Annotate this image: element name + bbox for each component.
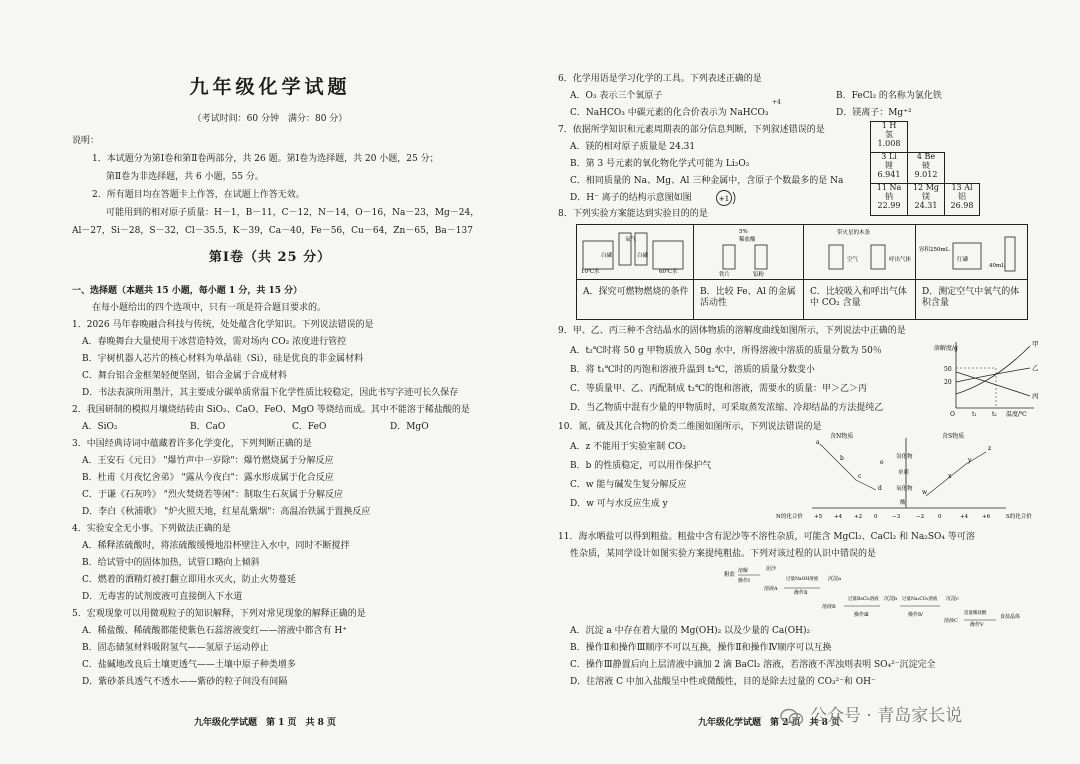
q1-option-d: D．书法表演所用墨汁，其主要成分碳单质常温下化学性质比较稳定，因此书写字迹可长久保存 bbox=[82, 388, 459, 398]
svg-text:−2: −2 bbox=[916, 514, 925, 520]
svg-text:+4: +4 bbox=[960, 514, 969, 520]
svg-text:+2: +2 bbox=[854, 514, 863, 520]
q8-option-c: C．比较吸入和呼出气体中 CO₂ 含量 bbox=[810, 287, 907, 309]
svg-text:食盐晶体: 食盐晶体 bbox=[1000, 614, 1021, 620]
svg-text:溶液B: 溶液B bbox=[822, 604, 836, 610]
q6-option-b: B．FeCl₂ 的名称为氯化铁 bbox=[836, 91, 942, 101]
q3-option-a: A．王安石《元日》 "爆竹声中一岁除"：爆竹燃烧属于分解反应 bbox=[82, 456, 334, 466]
q10-stem: 10．氮、硫及其化合物的价类二维图如图所示，下列说法错误的是 bbox=[558, 422, 822, 432]
svg-text:泥沙: 泥沙 bbox=[766, 566, 777, 572]
svg-text:操作Ⅴ: 操作Ⅴ bbox=[970, 622, 984, 628]
solubility-graph bbox=[934, 338, 1046, 418]
svg-text:操作Ⅳ: 操作Ⅳ bbox=[908, 612, 923, 618]
q5-option-a: A．稀盐酸、稀硫酸都能使紫色石蕊溶液变红——溶液中都含有 H⁺ bbox=[82, 626, 347, 636]
note-masses-2: Al－27，Si－28，S－32，Cl－35.5，K－39，Ca－40，Fe－56，Cu－64，Zn－65，Ba－137 bbox=[72, 226, 473, 236]
svg-text:红磷: 红磷 bbox=[957, 257, 969, 263]
svg-text:N的化合价: N的化合价 bbox=[776, 514, 803, 520]
svg-text:x: x bbox=[948, 473, 952, 480]
page-1-footer: 九年级化学试题 第 1 页 共 8 页 bbox=[194, 718, 337, 728]
svg-text:b: b bbox=[840, 455, 844, 462]
svg-text:S的化合价: S的化合价 bbox=[1006, 514, 1032, 520]
svg-text:+6: +6 bbox=[982, 514, 991, 520]
svg-text:−3: −3 bbox=[892, 514, 901, 520]
valence-class-graph bbox=[776, 428, 1044, 522]
svg-text:含S物质: 含S物质 bbox=[942, 433, 965, 440]
q6-option-c: C．NaHCO₃ 中碳元素的化合价表示为 NaHCO₃ bbox=[570, 108, 769, 118]
svg-text:50: 50 bbox=[944, 366, 952, 373]
svg-text:60℃水: 60℃水 bbox=[659, 269, 678, 275]
part1-intro: 在每小题给出的四个选项中，只有一项是符合题目要求的。 bbox=[92, 303, 327, 313]
q2-option-b: B．CaO bbox=[190, 422, 226, 432]
q2-option-d: D．MgO bbox=[390, 422, 429, 432]
svg-text:溶液A: 溶液A bbox=[764, 586, 778, 592]
page-2-footer: 九年级化学试题 第 2 页 共 8 页 bbox=[698, 718, 841, 728]
svg-text:甲: 甲 bbox=[1032, 340, 1039, 348]
q9-option-a: A．t₂℃时将 50 g 甲物质放入 50g 水中，所得溶液中溶质的质量分数为 50％ bbox=[570, 346, 882, 356]
svg-text:粗盐: 粗盐 bbox=[724, 572, 736, 578]
svg-text:d: d bbox=[878, 485, 882, 492]
watermark bbox=[780, 706, 962, 727]
q2-stem: 2．我国研制的模拟月壤烧结砖由 SiO₂、CaO、FeO、MgO 等烧结而成。其中不能溶于稀盐酸的是 bbox=[72, 405, 470, 415]
q8-fig-a bbox=[581, 227, 691, 277]
q2-option-a: A．SiO₂ bbox=[82, 422, 118, 432]
svg-text:呼出气体: 呼出气体 bbox=[889, 257, 912, 263]
q11-option-a: A．沉淀 a 中存在着大量的 Mg(OH)₂ 以及少量的 Ca(OH)₂ bbox=[570, 626, 811, 636]
q5-stem: 5．宏观现象可以用微观粒子的知识解释，下列对常见现象的解释正确的是 bbox=[72, 609, 366, 619]
q1-stem: 1．2026 马年春晚融合科技与传统，处处蕴含化学知识。下列说法错误的是 bbox=[72, 320, 374, 330]
svg-text:沉淀a: 沉淀a bbox=[828, 576, 841, 582]
q9-stem: 9．甲、乙、丙三种不含结晶水的固体物质的溶解度曲线如图所示，下列说法中正确的是 bbox=[558, 326, 906, 336]
q10-option-a: A．z 不能用于实验室制 CO₂ bbox=[570, 442, 686, 452]
svg-text:t₁: t₁ bbox=[972, 411, 977, 418]
element-li: 3 Li 锂 6.941 bbox=[870, 152, 908, 184]
q1-option-a: A．春晚舞台大量使用干冰营造特效，需对场内 CO₂ 浓度进行管控 bbox=[82, 337, 347, 347]
svg-text:+4: +4 bbox=[834, 514, 843, 520]
svg-text:5%: 5% bbox=[739, 229, 748, 235]
svg-text:0: 0 bbox=[874, 514, 878, 520]
svg-text:乙: 乙 bbox=[1032, 364, 1039, 372]
q4-option-a: A．稀释浓硫酸时，将浓硫酸缓慢地沿杯壁注入水中，同时不断搅拌 bbox=[82, 541, 350, 551]
watermark-text: 公众号 · 青岛家长说 bbox=[810, 706, 963, 726]
q4-option-d: D．无毒害的试剂废液可直接倒入下水道 bbox=[82, 592, 243, 602]
svg-text:操作Ⅰ: 操作Ⅰ bbox=[738, 578, 750, 584]
q8-option-d: D．测定空气中氧气的体积含量 bbox=[922, 287, 1020, 309]
q3-option-d: D．李白《秋浦歌》 "炉火照天地，红星乱紫烟"：高温冶铁属于置换反应 bbox=[82, 507, 371, 517]
q10-option-d: D．w 可与水反应生成 y bbox=[570, 499, 668, 509]
q9-option-d: D．当乙物质中混有少量的甲物质时，可采取蒸发浓缩、冷却结晶的方法提纯乙 bbox=[570, 403, 884, 413]
svg-text:过量Na₂CO₃溶液: 过量Na₂CO₃溶液 bbox=[902, 597, 938, 602]
svg-text:40mL: 40mL bbox=[989, 263, 1005, 269]
svg-text:10℃水: 10℃水 bbox=[581, 269, 600, 275]
svg-text:白磷: 白磷 bbox=[637, 253, 649, 259]
svg-text:c: c bbox=[858, 473, 862, 480]
note-1: 1．本试题分为第Ⅰ卷和第Ⅱ卷两部分，共 26 题。第Ⅰ卷为选择题，共 20 小题，25 分； bbox=[92, 154, 439, 164]
svg-text:t₂: t₂ bbox=[992, 411, 997, 418]
q6-option-a: A．O₃ 表示三个氧原子 bbox=[570, 91, 663, 101]
q8-fig-d bbox=[919, 227, 1027, 277]
q7-option-c: C．相同质量的 Na、Mg、Al 三种金属中，含原子个数最多的是 Na bbox=[570, 176, 844, 186]
q11-stem: 11．海水晒盐可以得到粗盐。粗盐中含有泥沙等不溶性杂质，可能含 MgCl₂、CaCl₂ 和 Na₂SO₄ 等可溶 bbox=[558, 532, 975, 542]
q1-option-b: B．宇树机器人芯片的核心材料为单晶硅（Si），硅是优良的非金属材料 bbox=[82, 354, 364, 364]
q11-option-b: B．操作Ⅱ和操作Ⅲ顺序不可以互换，操作Ⅱ和操作Ⅳ顺序可以互换 bbox=[570, 643, 832, 653]
svg-text:a: a bbox=[816, 439, 820, 446]
salt-purification-flow bbox=[724, 562, 1024, 628]
svg-text:溶液C: 溶液C bbox=[944, 618, 958, 624]
element-mg: 12 Mg 镁 24.31 bbox=[907, 183, 945, 216]
svg-text:O: O bbox=[950, 411, 955, 418]
svg-text:溶解度/g: 溶解度/g bbox=[934, 345, 958, 352]
page-2 bbox=[540, 0, 1080, 764]
q7-option-a: A．镁的相对原子质量是 24.31 bbox=[570, 142, 696, 152]
h-ion-nucleus: +1 bbox=[718, 195, 730, 203]
hydride-ion-diagram bbox=[714, 188, 740, 208]
svg-text:过量NaOH溶液: 过量NaOH溶液 bbox=[786, 577, 819, 582]
notes-heading: 说明： bbox=[72, 136, 100, 146]
svg-text:空气: 空气 bbox=[847, 257, 859, 263]
svg-text:e: e bbox=[880, 459, 884, 466]
q3-stem: 3．中国经典诗词中蕴藏着许多化学变化，下列判断正确的是 bbox=[72, 439, 312, 449]
q11-option-d: D．往溶液 C 中加入盐酸呈中性或微酸性，目的是除去过量的 CO₃²⁻和 OH⁻ bbox=[570, 677, 876, 687]
q5-option-d: D．紫砂茶具透气不透水——紫砂的粒子间没有间隔 bbox=[82, 677, 288, 687]
svg-text:溶解: 溶解 bbox=[738, 568, 749, 574]
svg-text:铝粉: 铝粉 bbox=[753, 272, 765, 277]
svg-text:含N物质: 含N物质 bbox=[830, 433, 854, 440]
q6-valence: +4 bbox=[772, 99, 781, 106]
section-title: 第Ⅰ卷（共 25 分） bbox=[208, 250, 332, 265]
part1-heading: 一、选择题（本题共 15 小题，每小题 1 分，共 15 分） bbox=[72, 286, 303, 296]
svg-text:适量稀盐酸: 适量稀盐酸 bbox=[964, 611, 987, 616]
q2-option-c: C．FeO bbox=[292, 422, 327, 432]
q4-stem: 4．实验安全无小事。下列做法正确的是 bbox=[72, 524, 231, 534]
q6-stem: 6．化学用语是学习化学的工具。下列表述正确的是 bbox=[558, 74, 762, 84]
svg-text:酸: 酸 bbox=[900, 500, 906, 506]
svg-text:氢化物: 氢化物 bbox=[896, 454, 913, 460]
q11-option-c: C．操作Ⅲ静置后向上层清液中滴加 2 滴 BaCl₂ 溶液，若溶液不浑浊则表明 SO₄²⁻沉淀完全 bbox=[570, 660, 936, 670]
element-be: 4 Be 铍 9.012 bbox=[907, 152, 945, 184]
q7-option-d: D．H⁻ 离子的结构示意图如图 bbox=[570, 193, 692, 203]
exam-title: 九年级化学试题 bbox=[189, 76, 351, 98]
svg-text:y: y bbox=[968, 457, 972, 464]
q5-option-b: B．固态储氢材料吸附氢气——氢原子运动停止 bbox=[82, 643, 269, 653]
q8-fig-c bbox=[807, 227, 915, 277]
svg-text:单质: 单质 bbox=[898, 470, 910, 476]
note-masses: 可能用到的相对原子质量：H－1，B－11，C－12，N－14，O－16，Na－23，Mg－24， bbox=[106, 208, 480, 218]
q3-option-b: B．杜甫《月夜忆舍弟》 "露从今夜白"：露水形成属于化合反应 bbox=[82, 473, 334, 483]
svg-text:0: 0 bbox=[938, 514, 942, 520]
svg-text:沉淀b: 沉淀b bbox=[884, 596, 898, 602]
svg-text:氧气: 氧气 bbox=[625, 237, 637, 243]
svg-text:铁片: 铁片 bbox=[719, 272, 731, 277]
q1-option-c: C．舞台铝合金框架轻便坚固，铝合金属于合成材料 bbox=[82, 371, 287, 381]
svg-text:白磷: 白磷 bbox=[601, 253, 613, 259]
q8-figure-table bbox=[576, 224, 1028, 320]
q4-option-b: B．给试管中的固体加热，试管口略向上倾斜 bbox=[82, 558, 260, 568]
q7-option-b: B．第 3 号元素的氧化物化学式可能为 Li₂O₂ bbox=[570, 159, 750, 169]
exam-subtitle: （考试时间：60 分钟 满分：80 分） bbox=[192, 114, 348, 124]
element-h: 1 H 氢 1.008 bbox=[870, 121, 908, 153]
q9-option-c: C．等质量甲、乙、丙配制成 t₂℃的饱和溶液，需要水的质量：甲＞乙＞丙 bbox=[570, 384, 868, 394]
svg-text:z: z bbox=[988, 445, 992, 452]
q10-option-b: B．b 的性质稳定，可以用作保护气 bbox=[570, 461, 712, 471]
svg-text:丙: 丙 bbox=[1032, 392, 1039, 400]
element-na: 11 Na 钠 22.99 bbox=[870, 183, 908, 216]
svg-text:20: 20 bbox=[944, 379, 952, 386]
q6-option-d: D．镁离子：Mg⁺² bbox=[836, 108, 912, 118]
q10-option-c: C．w 能与碱发生复分解反应 bbox=[570, 480, 687, 490]
q8-option-b: B．比较 Fe、Al 的金属活动性 bbox=[700, 287, 796, 309]
svg-text:操作Ⅲ: 操作Ⅲ bbox=[854, 612, 869, 618]
svg-text:沉淀c: 沉淀c bbox=[946, 596, 959, 602]
q7-stem: 7．依据所学知识和元素周期表的部分信息判断，下列叙述错误的是 bbox=[558, 125, 825, 135]
q5-option-c: C．盐碱地改良后土壤更透气——土壤中原子种类增多 bbox=[82, 660, 296, 670]
svg-text:温度/℃: 温度/℃ bbox=[1006, 411, 1027, 418]
periodic-table-excerpt bbox=[870, 121, 980, 216]
svg-text:氧化物: 氧化物 bbox=[896, 486, 913, 492]
q4-option-c: C．燃着的酒精灯被打翻立即用水灭火，防止火势蔓延 bbox=[82, 575, 296, 585]
note-2: 2．所有题目均在答题卡上作答，在试题上作答无效。 bbox=[92, 190, 305, 200]
svg-text:+5: +5 bbox=[814, 514, 823, 520]
svg-text:稀盐酸: 稀盐酸 bbox=[739, 237, 756, 243]
svg-text:w: w bbox=[922, 489, 928, 496]
q3-option-c: C．于谦《石灰吟》 "烈火焚烧若等闲"：制取生石灰属于分解反应 bbox=[82, 490, 344, 500]
svg-text:带火星的木条: 带火星的木条 bbox=[837, 230, 871, 236]
q8-option-a: A．探究可燃物燃烧的条件 bbox=[583, 287, 689, 297]
element-al: 13 Al 铝 26.98 bbox=[944, 183, 980, 216]
q11-stem-2: 性杂质，某同学设计如图实验方案提纯粗盐。下列对该过程的认识中错误的是 bbox=[570, 549, 877, 559]
svg-text:容积250mL: 容积250mL bbox=[919, 247, 950, 253]
q8-fig-b bbox=[699, 227, 803, 277]
svg-text:过量BaCl₂溶液: 过量BaCl₂溶液 bbox=[848, 597, 879, 602]
q9-option-b: B．将 t₁℃时的丙饱和溶液升温到 t₂℃，溶质的质量分数变小 bbox=[570, 365, 815, 375]
note-1b: 第Ⅱ卷为非选择题，共 6 小题，55 分。 bbox=[106, 172, 264, 182]
wechat-icon bbox=[780, 707, 804, 727]
svg-text:操作Ⅱ: 操作Ⅱ bbox=[794, 590, 808, 596]
q8-stem: 8．下列实验方案能达到实验目的的是 bbox=[558, 209, 708, 219]
